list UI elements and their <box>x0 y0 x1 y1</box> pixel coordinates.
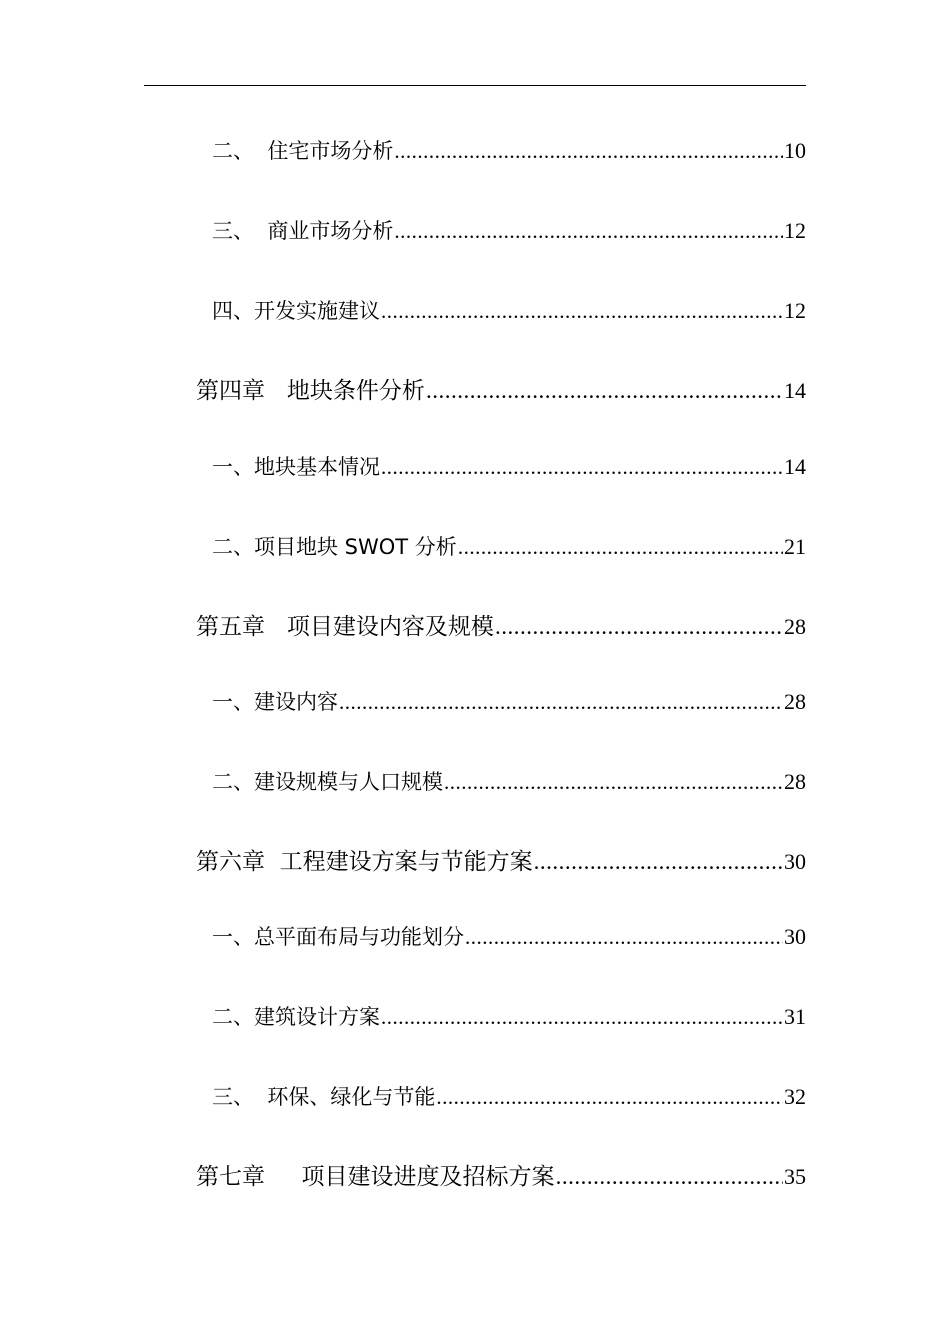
toc-dot-leader <box>426 376 783 406</box>
toc-page-number: 30 <box>784 924 806 949</box>
toc-dot-leader <box>444 767 783 797</box>
toc-entry-title: 二、建设规模与人口规模 <box>212 770 443 794</box>
toc-chapter-title: 第五章 项目建设内容及规模 <box>196 614 494 640</box>
toc-entry-title: 三、 环保、绿化与节能 <box>212 1085 436 1109</box>
toc-entry[interactable] <box>212 136 806 166</box>
toc-entry[interactable] <box>212 767 806 797</box>
toc-chapter-title: 第四章 地块条件分析 <box>196 378 425 404</box>
toc-entry[interactable] <box>212 1002 806 1032</box>
toc-page-number: 31 <box>784 1004 806 1029</box>
toc-entry-title: 一、总平面布局与功能划分 <box>212 925 464 949</box>
toc-entry[interactable] <box>212 532 806 562</box>
toc-dot-leader <box>394 216 783 246</box>
toc-dot-leader <box>381 1002 783 1032</box>
toc-page-number: 30 <box>784 849 806 874</box>
toc-dot-leader <box>556 1162 783 1192</box>
toc-page-number: 28 <box>784 769 806 794</box>
toc-page-number: 32 <box>784 1084 806 1109</box>
toc-dot-leader <box>436 1082 783 1112</box>
toc-dot-leader <box>458 532 783 562</box>
toc-entry[interactable] <box>212 296 806 326</box>
toc-page-number: 21 <box>784 534 806 559</box>
toc-page-number: 12 <box>784 218 806 243</box>
toc-page-number: 14 <box>784 378 806 403</box>
toc-chapter-entry[interactable] <box>196 612 806 642</box>
toc-dot-leader <box>495 612 783 642</box>
toc-dot-leader <box>381 296 783 326</box>
toc-page-number: 10 <box>784 138 806 163</box>
toc-page-number: 28 <box>784 689 806 714</box>
toc-entry-title: 二、建筑设计方案 <box>212 1005 380 1029</box>
toc-entry-title: 四、开发实施建议 <box>212 299 380 323</box>
toc-entry-title: 二、 住宅市场分析 <box>212 139 394 163</box>
toc-page-number: 35 <box>784 1164 806 1189</box>
toc-entry[interactable] <box>212 922 806 952</box>
toc-entry-title: 一、建设内容 <box>212 690 338 714</box>
toc-dot-leader <box>534 847 783 877</box>
toc-page-number: 28 <box>784 614 806 639</box>
toc-chapter-entry[interactable] <box>196 847 806 877</box>
toc-dot-leader <box>381 452 783 482</box>
toc-dot-leader <box>339 687 783 717</box>
toc-dot-leader <box>394 136 783 166</box>
toc-entry[interactable] <box>212 1082 806 1112</box>
toc-entry[interactable] <box>212 687 806 717</box>
toc-entry-title: 二、项目地块 SWOT 分析 <box>212 535 457 559</box>
toc-entry-title: 一、地块基本情况 <box>212 455 380 479</box>
toc-dot-leader <box>465 922 783 952</box>
toc-entry[interactable] <box>212 216 806 246</box>
toc-chapter-entry[interactable] <box>196 376 806 406</box>
toc-entry-title: 三、 商业市场分析 <box>212 219 394 243</box>
toc-chapter-title: 第七章 项目建设进度及招标方案 <box>196 1164 555 1190</box>
toc-chapter-title: 第六章 工程建设方案与节能方案 <box>196 849 533 875</box>
toc-page-number: 14 <box>784 454 806 479</box>
toc-page-number: 12 <box>784 298 806 323</box>
toc-chapter-entry[interactable] <box>196 1162 806 1192</box>
toc-entry[interactable] <box>212 452 806 482</box>
